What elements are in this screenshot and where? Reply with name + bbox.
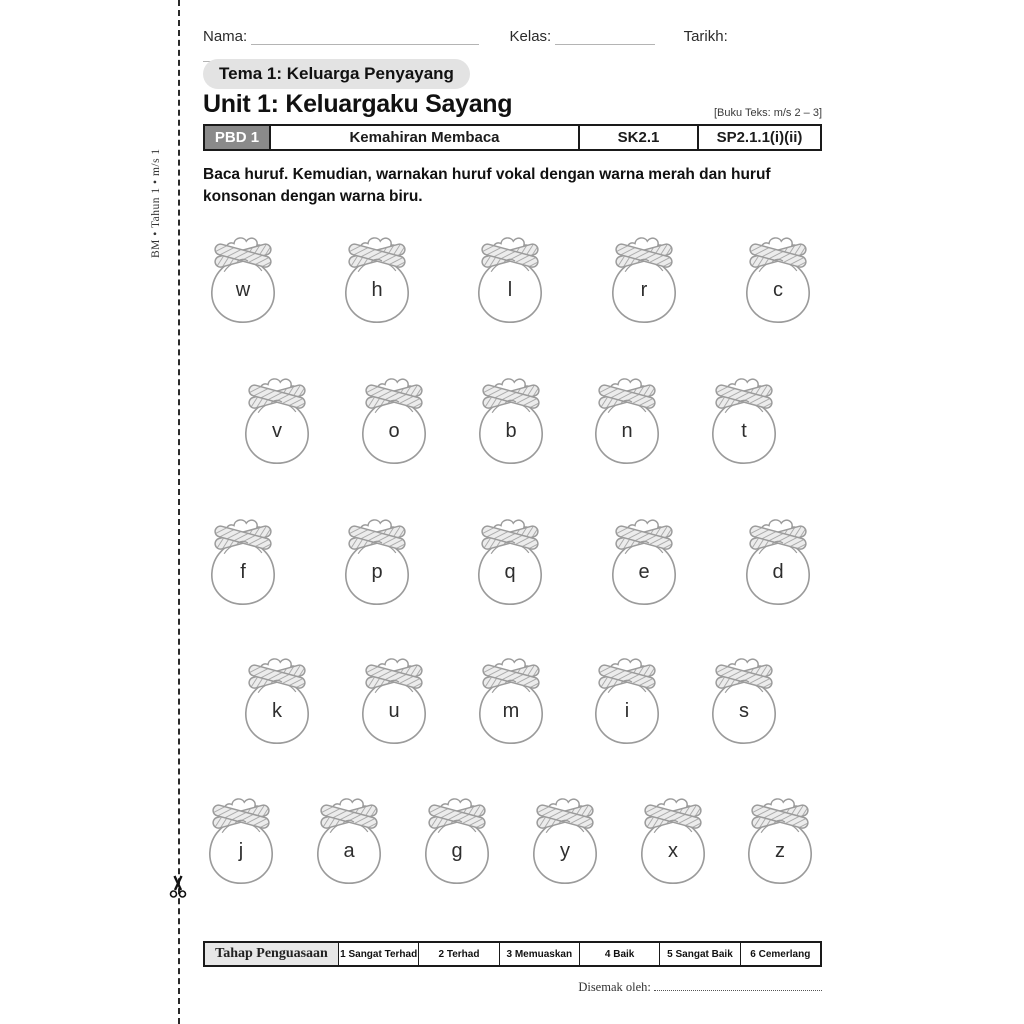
bag-letter: n xyxy=(621,420,633,442)
bag-letter: o xyxy=(388,420,400,442)
unit-title: Unit 1: Keluargaku Sayang xyxy=(203,90,513,118)
bag-letter: p xyxy=(371,561,383,583)
bag-letter: d xyxy=(772,561,784,583)
bag-letter: v xyxy=(272,420,282,442)
nama-write-line xyxy=(251,31,479,45)
bag-letter: h xyxy=(371,279,383,301)
bag-letter: g xyxy=(451,840,463,862)
bag-letter: a xyxy=(343,840,355,862)
bag-letter: b xyxy=(505,420,517,442)
bag-letter: r xyxy=(640,279,648,301)
kelas-label: Kelas: xyxy=(509,28,552,45)
bag-letter: w xyxy=(235,279,251,301)
bag-h xyxy=(336,237,418,328)
textbook-reference: [Buku Teks: m/s 2 – 3] xyxy=(713,107,822,119)
scissors-icon xyxy=(168,874,188,905)
kelas-write-line xyxy=(555,31,655,45)
bag-k xyxy=(236,658,318,749)
checked-by-row xyxy=(578,980,822,995)
bag-i xyxy=(586,658,668,749)
bag-letter: m xyxy=(502,700,520,722)
mastery-level-5: 5 Sangat Baik xyxy=(660,943,740,965)
nama-label: Nama: xyxy=(203,28,248,45)
bag-p xyxy=(336,519,418,610)
checked-by-write-line xyxy=(654,981,822,991)
pbd-skill-cell: Kemahiran Membaca xyxy=(271,126,580,149)
bag-v xyxy=(236,378,318,469)
bag-y xyxy=(524,798,606,889)
bag-letter: q xyxy=(504,561,516,583)
pbd-sk-cell: SK2.1 xyxy=(580,126,699,149)
bag-g xyxy=(416,798,498,889)
pbd-table xyxy=(203,124,822,151)
bag-q xyxy=(469,519,551,610)
bag-n xyxy=(586,378,668,469)
bag-f xyxy=(202,519,284,610)
bag-z xyxy=(739,798,821,889)
pbd-label-cell: PBD 1 xyxy=(205,126,271,149)
bag-letter: z xyxy=(775,840,785,862)
instruction-text: Baca huruf. Kemudian, warnakan huruf vokal dengan warna merah dan huruf konsonan dengan warna biru. xyxy=(203,166,771,206)
bag-l xyxy=(469,237,551,328)
bag-a xyxy=(308,798,390,889)
bag-w xyxy=(202,237,284,328)
checked-by-label: Disemak oleh: xyxy=(578,980,651,994)
theme-badge: Tema 1: Keluarga Penyayang xyxy=(203,59,470,89)
bag-d xyxy=(737,519,819,610)
bag-letter: x xyxy=(668,840,678,862)
bag-letter: k xyxy=(272,700,282,722)
bag-letter: u xyxy=(388,700,400,722)
bag-letter: t xyxy=(741,420,747,442)
mastery-level-1: 1 Sangat Terhad xyxy=(339,943,419,965)
bag-letter: f xyxy=(240,561,246,583)
bag-c xyxy=(737,237,819,328)
pbd-sp-cell: SP2.1.1(i)(ii) xyxy=(716,129,803,146)
cut-dashed-line xyxy=(178,0,180,1024)
bag-j xyxy=(200,798,282,889)
bag-letter: e xyxy=(638,561,650,583)
bag-o xyxy=(353,378,435,469)
mastery-level-4: 4 Baik xyxy=(580,943,660,965)
bag-letter: s xyxy=(739,700,749,722)
student-info-row xyxy=(203,28,822,62)
bag-r xyxy=(603,237,685,328)
tarikh-label: Tarikh: xyxy=(683,28,728,45)
mastery-level-3: 3 Memuaskan xyxy=(500,943,580,965)
bag-m xyxy=(470,658,552,749)
bag-x xyxy=(632,798,714,889)
mastery-level-6: 6 Cemerlang xyxy=(750,948,811,960)
mastery-title-cell: Tahap Penguasaan xyxy=(205,943,339,965)
bag-b xyxy=(470,378,552,469)
page-side-label: BM • Tahun 1 • m/s 1 xyxy=(150,148,162,258)
bag-u xyxy=(353,658,435,749)
bag-letter: y xyxy=(560,840,570,862)
bag-letter: l xyxy=(507,279,513,301)
bag-letter: j xyxy=(238,840,244,862)
bag-e xyxy=(603,519,685,610)
mastery-scale-table xyxy=(203,941,822,967)
bag-s xyxy=(703,658,785,749)
bag-letter: i xyxy=(624,700,630,722)
mastery-level-2: 2 Terhad xyxy=(419,943,499,965)
bag-t xyxy=(703,378,785,469)
bag-letter: c xyxy=(773,279,783,301)
